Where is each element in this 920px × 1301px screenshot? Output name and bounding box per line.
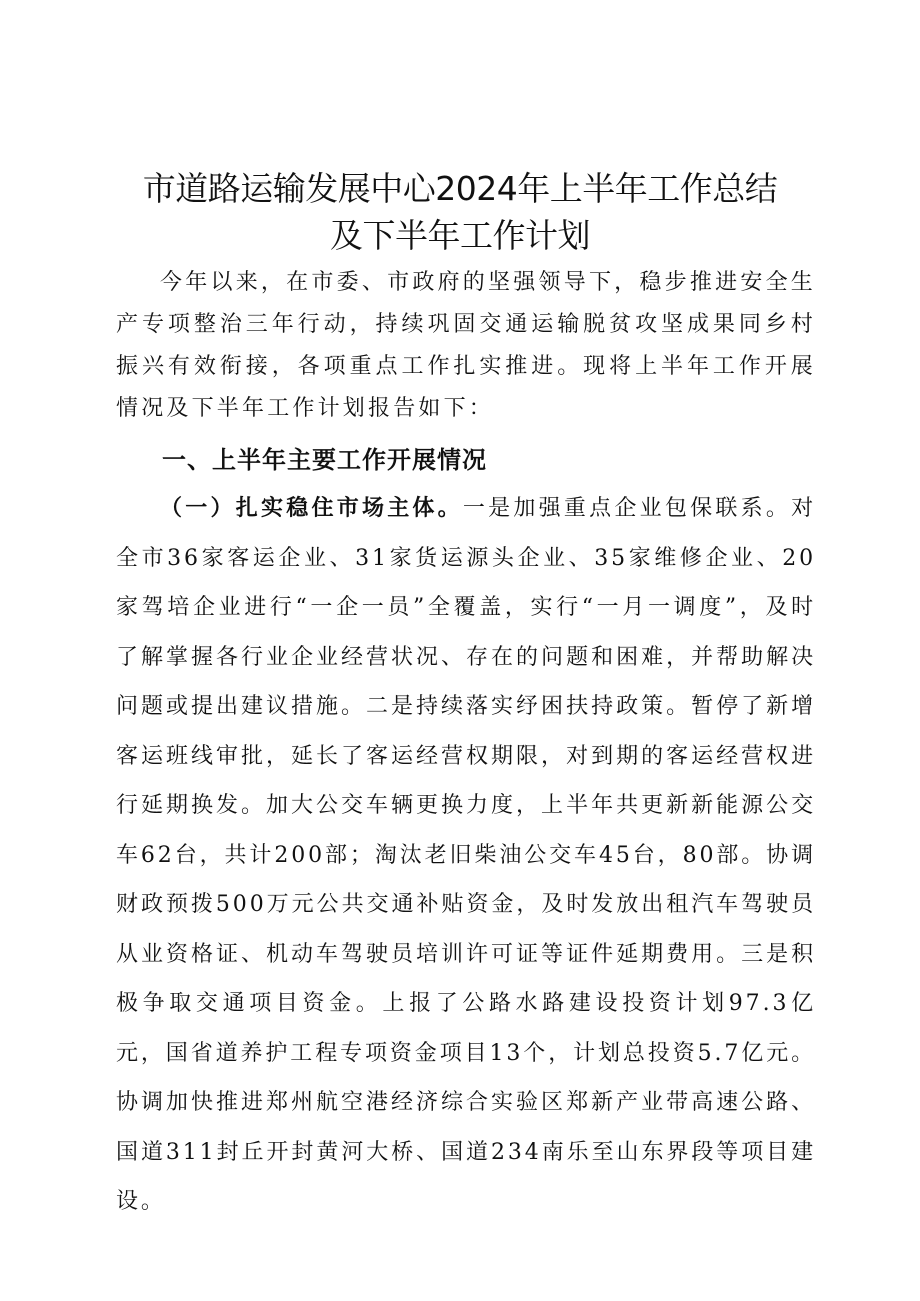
- section-heading-1: 一、上半年主要工作开展情况: [162, 446, 487, 474]
- document-title-line-2: 及下半年工作计划: [330, 216, 590, 255]
- subsection-1-lead: （一）扎实稳住市场主体。: [160, 495, 463, 521]
- subsection-1-paragraph: [116, 484, 816, 1227]
- document-title-line-1: 市道路运输发展中心2024年上半年工作总结: [142, 169, 778, 208]
- subsection-1-body: 一是加强重点企业包保联系。对全市36家客运企业、31家货运源头企业、35家维修企业、20家驾培企业进行“一企一员”全覆盖，实行“一月一调度”，及时了解掌握各行业企业经营状况、存在的问题和困难，并帮助解决问题或提出建议措施。二是持续落实纾困扶持政策。暂停了新增客运班线审批，延长了客运经营权期限，对到期的客运经营权进行延期换发。加大公交车辆更换力度，上半年共更新新能源公交车62台，共计200部；淘汰老旧柴油公交车45台，80部。协调财政预拨500万元公共交通补贴资金，及时发放出租汽车驾驶员从业资格证、机动车驾驶员培训许可证等证件延期费用。三是积极争取交通项目资金。上报了公路水路建设投资计划97.3亿元，国省道养护工程专项资金项目13个，计划总投资5.7亿元。协调加快推进郑州航空港经济综合实验区郑新产业带高速公路、国道311封丘开封黄河大桥、国道234南乐至山东界段等项目建设。: [116, 496, 816, 1214]
- intro-paragraph: 今年以来，在市委、市政府的坚强领导下，稳步推进安全生产专项整治三年行动，持续巩固交通运输脱贫攻坚成果同乡村振兴有效衔接，各项重点工作扎实推进。现将上半年工作开展情况及下半年工作计划报告如下：: [116, 270, 816, 421]
